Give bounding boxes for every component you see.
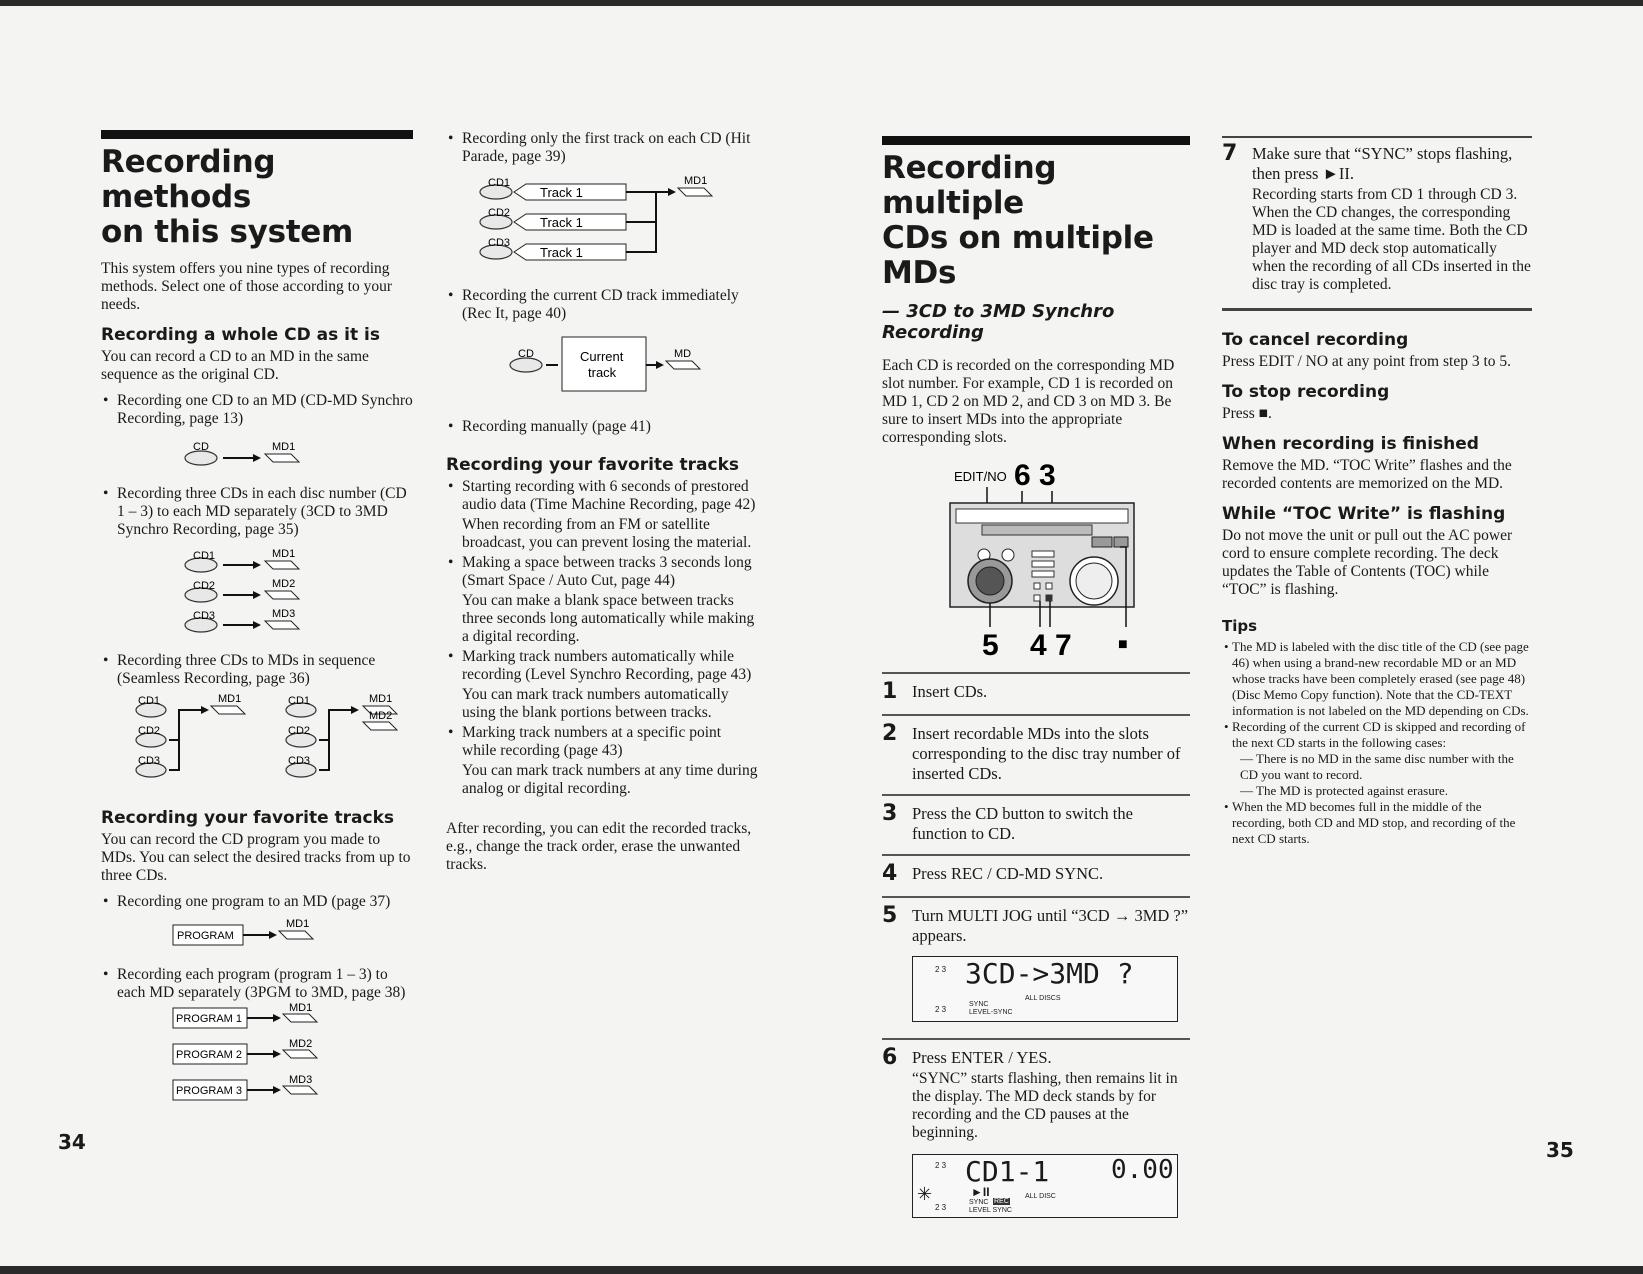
title-rule — [882, 136, 1190, 145]
svg-text:CD: CD — [518, 348, 534, 360]
column-rule — [1222, 308, 1532, 311]
step-7: 7 Make sure that “SYNC” stops flashing, then press ►II. Recording starts from CD 1 through CD 3. When the CD changes, the corresponding MD is loaded at the same time. Both the CD player and MD deck stop automatically when the recording of all CDs inserted in the disc tray is completed. — [1222, 141, 1531, 293]
hit-parade-figure — [446, 166, 758, 274]
svg-text:CD3: CD3 — [488, 237, 511, 249]
list-item: • Recording one program to an MD (page 37) — [101, 893, 413, 911]
section-text: You can record a CD to an MD in the same sequence as the original CD. — [101, 348, 369, 383]
step-1: 1 Insert CDs. — [882, 672, 1190, 710]
list-item: • Making a space between tracks 3 seconds long (Smart Space / Auto Cut, page 44) You can make a blank space between tracks three seconds long automatically while making a digital recording. — [446, 554, 758, 646]
device-front-panel-diagram — [882, 451, 1190, 663]
tips-list — [1222, 639, 1532, 847]
tip-item: • The MD is labeled with the disc title of the CD (see page 46) when using a brand-new recordable MD or an MD whose tracks have been completely erased (see page 48) (Disc Memo Copy function). Note that the CD-TEXT information is not labeled on the MD depending on CDs. — [1222, 639, 1532, 719]
step-5: 5 Turn MULTI JOG until “3CD → 3MD ?” appears. — [882, 896, 1190, 952]
rec-it-figure — [446, 323, 758, 405]
level-sync-label: LEVEL SYNC — [969, 1207, 1012, 1214]
list-item: • Recording only the first track on each CD (Hit Parade, page 39) — [446, 130, 758, 166]
display-time-text: 0.00 — [1111, 1155, 1174, 1185]
disc-numbers-lower: 2 3 — [935, 1005, 947, 1014]
section-heading: While “TOC Write” is flashing — [1222, 504, 1506, 524]
svg-text:CD3: CD3 — [193, 610, 216, 622]
program-to-md-figure — [101, 911, 413, 953]
sync-label: SYNC — [969, 1001, 989, 1008]
page-title: Recording multiple CDs on multiple MDs — [882, 150, 1154, 291]
step-3: 3 Press the CD button to switch the function to CD. — [882, 794, 1190, 850]
right-column-1 — [882, 136, 1190, 1218]
page-title: Recording methods on this system — [101, 144, 353, 250]
tips-heading: Tips — [1222, 617, 1258, 635]
play-pause-indicator: ►II — [971, 1185, 990, 1199]
svg-text:MD1: MD1 — [218, 693, 242, 705]
svg-text:PROGRAM 2: PROGRAM 2 — [176, 1049, 243, 1061]
section-text: You can record the CD program you made to MDs. You can select the desired tracks from up to three CDs. — [101, 831, 411, 884]
step-callout-bottom-a: 5 — [982, 629, 999, 662]
section-text: Press ■. — [1222, 405, 1272, 422]
svg-text:CD2: CD2 — [288, 725, 311, 737]
level-sync-label: LEVEL-SYNC — [969, 1009, 1013, 1016]
svg-text:CD1: CD1 — [488, 177, 511, 189]
tip-item: • When the MD becomes full in the middle of the recording, both CD and MD stop, and recording of the next CD starts. — [1222, 799, 1532, 847]
display-3cd-3md — [912, 956, 1178, 1022]
cd-icon — [185, 451, 217, 465]
svg-text:track: track — [588, 365, 617, 380]
sync-label: SYNC — [969, 1199, 989, 1206]
step-6: 6 Press ENTER / YES. “SYNC” starts flashing, then remains lit in the display. The MD deck stands by for recording and the CD pauses at the beginning. — [882, 1038, 1190, 1148]
list-item: • Recording each program (program 1 – 3) to each MD separately (3PGM to 3MD, page 38) — [101, 966, 413, 1002]
md-icon — [265, 454, 299, 462]
cd-to-md-figure — [101, 428, 413, 472]
svg-text:MD2: MD2 — [369, 710, 393, 722]
display-cd1-1 — [912, 1154, 1178, 1218]
three-cd-to-three-md-figure — [101, 539, 413, 639]
disc-numbers: 2 3 — [935, 965, 947, 974]
all-disc-label: ALL DISC — [1025, 1193, 1056, 1200]
svg-text:MD2: MD2 — [272, 578, 296, 590]
disc-numbers: 2 3 — [935, 1161, 947, 1170]
list-item: • Recording manually (page 41) — [446, 418, 758, 436]
section-heading: Recording your favorite tracks — [446, 455, 740, 475]
section-text: Do not move the unit or pull out the AC power cord to ensure complete recording. The deck updates the Table of Contents (TOC) while “TOC” is flashing. — [1222, 527, 1513, 598]
page-number-left: 34 — [58, 1130, 86, 1154]
display-main-text: 3CD->3MD ? — [965, 957, 1134, 990]
list-item: • Recording one CD to an MD (CD-MD Synchro Recording, page 13) — [101, 392, 413, 428]
svg-text:Track 1: Track 1 — [540, 215, 583, 230]
page-number-right: 35 — [1546, 1138, 1574, 1162]
cd-label: CD — [193, 441, 209, 453]
svg-text:MD1: MD1 — [272, 548, 296, 560]
svg-text:PROGRAM 3: PROGRAM 3 — [176, 1085, 243, 1097]
svg-text:CD3: CD3 — [288, 755, 311, 767]
svg-text:CD2: CD2 — [488, 207, 511, 219]
all-discs-label: ALL DISCS — [1025, 995, 1061, 1002]
step-2: 2 Insert recordable MDs into the slots corresponding to the disc tray number of inserted CDs. — [882, 714, 1190, 790]
list-item: • Recording three CDs in each disc number (CD 1 – 3) to each MD separately (3CD to 3MD Synchro Recording, page 35) — [101, 485, 413, 539]
svg-text:MD1: MD1 — [286, 918, 310, 930]
three-program-figure — [101, 1002, 413, 1114]
page-subtitle: — 3CD to 3MD Synchro Recording — [882, 301, 1115, 343]
title-rule — [101, 130, 413, 139]
list-item: • Marking track numbers automatically while recording (Level Synchro Recording, page 43) You can mark track numbers automatically using the blank portions between tracks. — [446, 648, 758, 722]
step-callout-top: 6 3 — [1014, 459, 1056, 492]
svg-text:Track 1: Track 1 — [540, 185, 583, 200]
svg-text:MD3: MD3 — [289, 1074, 313, 1086]
edit-no-callout: EDIT/NO — [954, 469, 1007, 484]
after-recording-text: After recording, you can edit the recorded tracks, e.g., change the track order, erase the unwanted tracks. — [446, 820, 752, 873]
list-item: • Recording three CDs to MDs in sequence (Seamless Recording, page 36) — [101, 652, 413, 688]
svg-text:MD1: MD1 — [289, 1002, 313, 1014]
svg-text:PROGRAM: PROGRAM — [177, 930, 234, 942]
section-heading: When recording is finished — [1222, 434, 1479, 454]
list-item: • Marking track numbers at a specific point while recording (page 43) You can mark track numbers at any time during analog or digital recording. — [446, 724, 758, 798]
top-border — [0, 0, 1643, 6]
list-item: • Starting recording with 6 seconds of prestored audio data (Time Machine Recording, page 42) When recording from an FM or satellite broadcast, you can prevent losing the material. — [446, 478, 758, 552]
svg-text:Track 1: Track 1 — [540, 245, 583, 260]
section-heading: To stop recording — [1222, 382, 1390, 402]
svg-text:CD1: CD1 — [193, 550, 216, 562]
section-heading: Recording a whole CD as it is — [101, 325, 380, 345]
list-item: • Recording the current CD track immediately (Rec It, page 40) — [446, 287, 758, 323]
svg-text:CD2: CD2 — [193, 580, 216, 592]
svg-text:MD1: MD1 — [684, 175, 708, 187]
section-heading: Recording your favorite tracks — [101, 808, 395, 828]
bottom-border — [0, 1266, 1643, 1274]
intro-text: Each CD is recorded on the corresponding MD slot number. For example, CD 1 is recorded on MD 1, CD 2 on MD 2, and CD 3 on MD 3. Be sure to insert MDs into the appropriate corresponding slots. — [882, 357, 1175, 446]
stop-callout: ■ — [1118, 636, 1128, 653]
flashing-sync-icon: ✳ — [917, 1184, 933, 1204]
display-track-text: CD1-1 — [965, 1155, 1050, 1188]
svg-text:MD3: MD3 — [272, 608, 296, 620]
svg-text:PROGRAM 1: PROGRAM 1 — [176, 1013, 243, 1025]
left-column-2 — [446, 130, 758, 874]
section-text: Press EDIT / NO at any point from step 3 to 5. — [1222, 353, 1512, 370]
disc-numbers-lower: 2 3 — [935, 1203, 947, 1212]
step-4: 4 Press REC / CD-MD SYNC. — [882, 854, 1190, 892]
intro-text: This system offers you nine types of recording methods. Select one of those according to your needs. — [101, 260, 392, 313]
svg-text:MD1: MD1 — [369, 693, 393, 705]
svg-text:CD2: CD2 — [138, 725, 161, 737]
md-label: MD1 — [272, 441, 296, 453]
svg-text:CD1: CD1 — [288, 695, 311, 707]
svg-text:MD2: MD2 — [289, 1038, 313, 1050]
svg-text:MD: MD — [674, 348, 692, 360]
left-column-1 — [101, 130, 413, 1119]
tip-item: • Recording of the current CD is skipped and recording of the next CD starts in the following cases: — There is no MD in the same disc number with the CD you want to record. — The MD is protected against erasure. — [1222, 719, 1532, 799]
rec-indicator: REC — [994, 1198, 1009, 1205]
section-heading: To cancel recording — [1222, 330, 1409, 350]
svg-text:Current: Current — [580, 349, 624, 364]
svg-text:CD1: CD1 — [138, 695, 161, 707]
step-callout-bottom-b: 4 7 — [1030, 629, 1072, 662]
right-column-2 — [1222, 136, 1532, 847]
svg-text:CD3: CD3 — [138, 755, 161, 767]
seamless-recording-figure — [101, 688, 413, 792]
section-text: Remove the MD. “TOC Write” flashes and the recorded contents are memorized on the MD. — [1222, 457, 1512, 492]
